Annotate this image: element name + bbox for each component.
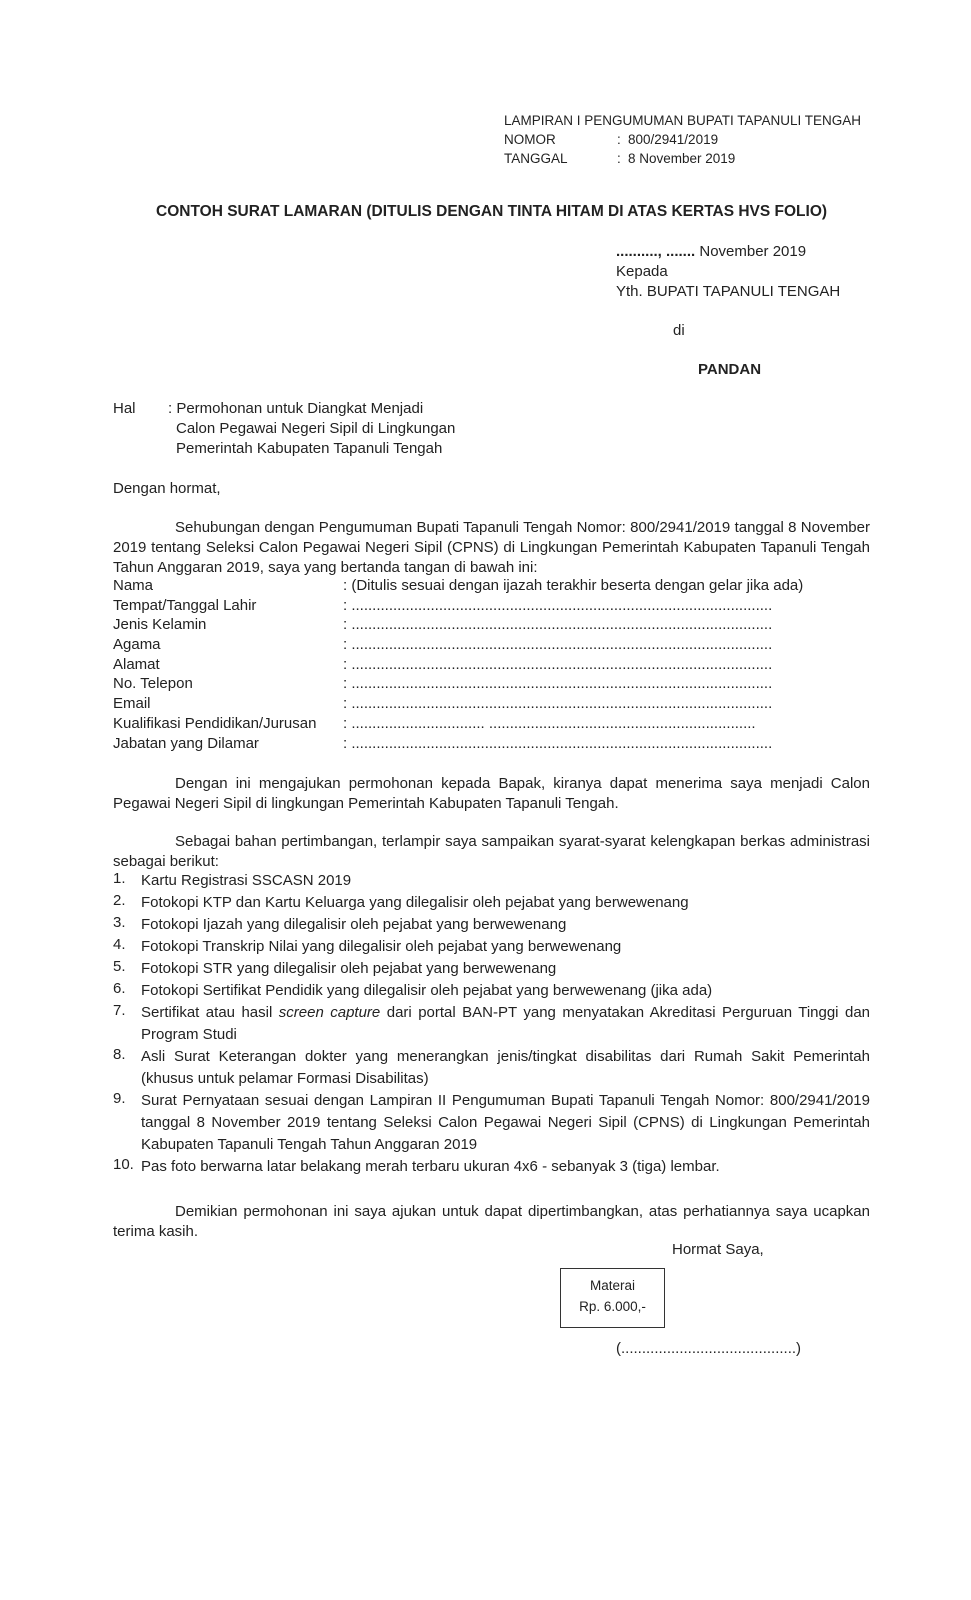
list-number: 2. (113, 892, 126, 909)
list-item (113, 1002, 870, 1046)
hal-line-3: Pemerintah Kabupaten Tapanuli Tengah (176, 440, 443, 457)
letter-date (616, 243, 806, 260)
list-text-italic: screen capture (278, 1004, 381, 1021)
field-value: : (Ditulis sesuai dengan ijazah terakhir beserta dengan gelar jika ada) (343, 577, 804, 594)
attachments-intro: Sebagai bahan pertimbangan, terlampir saya sampaikan syarat-syarat kelengkapan berkas administrasi sebagai berikut: (113, 833, 870, 870)
field-value: : ..................................................................................................... (343, 655, 773, 673)
list-item (113, 1156, 870, 1178)
closing-paragraph: Demikian permohonan ini saya ajukan untuk dapat dipertimbangkan, atas perhatiannya saya ucapkan terima kasih. (113, 1203, 870, 1240)
tanggal-value: 8 November 2019 (628, 151, 736, 166)
greeting: Dengan hormat, (113, 480, 221, 497)
applicant-fields (113, 577, 803, 754)
attachments-list (113, 870, 870, 1178)
list-text: Surat Pernyataan sesuai dengan Lampiran II Pengumuman Bupati Tapanuli Tengah Nomor: 800/2941/2019 tanggal 8 November 2019 tentang Seleksi Calon Pegawai Negeri Sipil (CPNS) di Lingkungan Pemerintah Kabupaten Tapanuli Tengah Tahun Anggaran 2019 (141, 1092, 870, 1153)
list-item (113, 958, 870, 980)
list-text-start: Sertifikat atau hasil (141, 1004, 279, 1021)
list-text: Kartu Registrasi SSCASN 2019 (141, 872, 352, 889)
nomor-row (504, 132, 861, 151)
field-value: : ..................................................................................................... (343, 695, 773, 713)
tanggal-row (504, 151, 861, 170)
field-row (113, 616, 803, 636)
list-text: Fotokopi Transkrip Nilai yang dilegalisir oleh pejabat yang berwewenang (141, 938, 622, 955)
lampiran-header (504, 113, 861, 170)
list-text: Fotokopi KTP dan Kartu Keluarga yang dilegalisir oleh pejabat yang berwewenang (141, 894, 689, 911)
tanggal-colon: : (617, 151, 621, 166)
field-row (113, 577, 803, 597)
hal-line-2: Calon Pegawai Negeri Sipil di Lingkungan (176, 420, 456, 437)
hal-label: Hal (113, 400, 136, 417)
list-number: 6. (113, 980, 126, 997)
recipient-place: PANDAN (698, 361, 762, 378)
field-label: No. Telepon (113, 675, 193, 693)
list-number: 10. (113, 1156, 134, 1173)
list-text: Fotokopi Ijazah yang dilegalisir oleh pejabat yang berwewenang (141, 916, 567, 933)
kepada-label: Kepada (616, 263, 668, 280)
document-title: CONTOH SURAT LAMARAN (DITULIS DENGAN TINTA HITAM DI ATAS KERTAS HVS FOLIO) (156, 203, 828, 220)
field-value: : ................................ ................................................................ (343, 714, 756, 732)
materai-label: Materai (589, 1278, 635, 1293)
tanggal-label: TANGGAL (504, 151, 568, 166)
field-row (113, 597, 803, 617)
field-label: Alamat (113, 655, 160, 673)
recipient-name: Yth. BUPATI TAPANULI TENGAH (616, 283, 841, 300)
signature-name-line: (..........................................) (616, 1340, 802, 1357)
field-label: Jenis Kelamin (113, 616, 207, 634)
list-item (113, 892, 870, 914)
hal-line-1: : Permohonan untuk Diangkat Menjadi (168, 400, 424, 417)
list-number: 3. (113, 914, 126, 931)
nomor-colon: : (617, 132, 621, 147)
list-number: 7. (113, 1002, 126, 1019)
field-value: : ..................................................................................................... (343, 734, 773, 752)
list-text: Asli Surat Keterangan dokter yang menerangkan jenis/tingkat disabilitas dari Rumah Sakit Pemerintah (khusus untuk pelamar Formasi Disabilitas) (141, 1048, 870, 1087)
field-row (113, 695, 803, 715)
field-label: Agama (113, 636, 161, 654)
list-text (141, 1002, 870, 1046)
field-value: : ..................................................................................................... (343, 596, 773, 614)
field-row (113, 656, 803, 676)
date-month: November 2019 (699, 243, 807, 260)
di-label: di (673, 322, 685, 339)
nomor-label: NOMOR (504, 132, 556, 147)
field-label: Tempat/Tanggal Lahir (113, 596, 257, 614)
nomor-value: 800/2941/2019 (628, 132, 719, 147)
list-number: 8. (113, 1046, 126, 1063)
field-label: Jabatan yang Dilamar (113, 734, 259, 752)
intro-paragraph: Sehubungan dengan Pengumuman Bupati Tapanuli Tengah Nomor: 800/2941/2019 tanggal 8 November 2019 tentang Seleksi Calon Pegawai Negeri Sipil (CPNS) di Lingkungan Pemerintah Kabupaten Tapanuli Tengah Tahun Anggaran 2019, saya yang bertanda tangan di bawah ini: (113, 519, 870, 576)
field-label: Email (113, 695, 151, 713)
request-paragraph: Dengan ini mengajukan permohonan kepada Bapak, kiranya dapat menerima saya menjadi Calon Pegawai Negeri Sipil di lingkungan Pemerintah Kabupaten Tapanuli Tengah. (113, 775, 870, 812)
field-value: : ..................................................................................................... (343, 675, 773, 693)
list-item (113, 936, 870, 958)
materai-stamp-box (560, 1268, 665, 1328)
list-item (113, 1046, 870, 1090)
list-text-end: dari portal BAN-PT yang menyatakan Akreditasi Perguruan Tinggi dan Program Studi (141, 1004, 870, 1043)
list-item (113, 870, 870, 892)
list-item (113, 914, 870, 936)
field-label: Kualifikasi Pendidikan/Jurusan (113, 714, 317, 732)
date-dots: .........., ....... (616, 243, 696, 260)
field-value: : ..................................................................................................... (343, 616, 773, 634)
lampiran-title: LAMPIRAN I PENGUMUMAN BUPATI TAPANULI TENGAH (504, 113, 862, 128)
list-number: 5. (113, 958, 126, 975)
field-row (113, 675, 803, 695)
list-number: 9. (113, 1090, 126, 1107)
list-item (113, 980, 870, 1002)
materai-amount: Rp. 6.000,- (579, 1299, 646, 1314)
field-label: Nama (113, 577, 154, 594)
list-number: 4. (113, 936, 126, 953)
list-text: Fotokopi STR yang dilegalisir oleh pejabat yang berwewenang (141, 960, 557, 977)
signature-greeting: Hormat Saya, (672, 1241, 764, 1258)
list-number: 1. (113, 870, 126, 887)
field-row (113, 636, 803, 656)
list-item (113, 1090, 870, 1156)
field-row (113, 735, 803, 755)
field-row (113, 715, 803, 735)
field-value: : ..................................................................................................... (343, 636, 773, 654)
list-text: Pas foto berwarna latar belakang merah terbaru ukuran 4x6 - sebanyak 3 (tiga) lembar. (141, 1158, 720, 1175)
list-text: Fotokopi Sertifikat Pendidik yang dilegalisir oleh pejabat yang berwewenang (jika ada) (141, 982, 713, 999)
